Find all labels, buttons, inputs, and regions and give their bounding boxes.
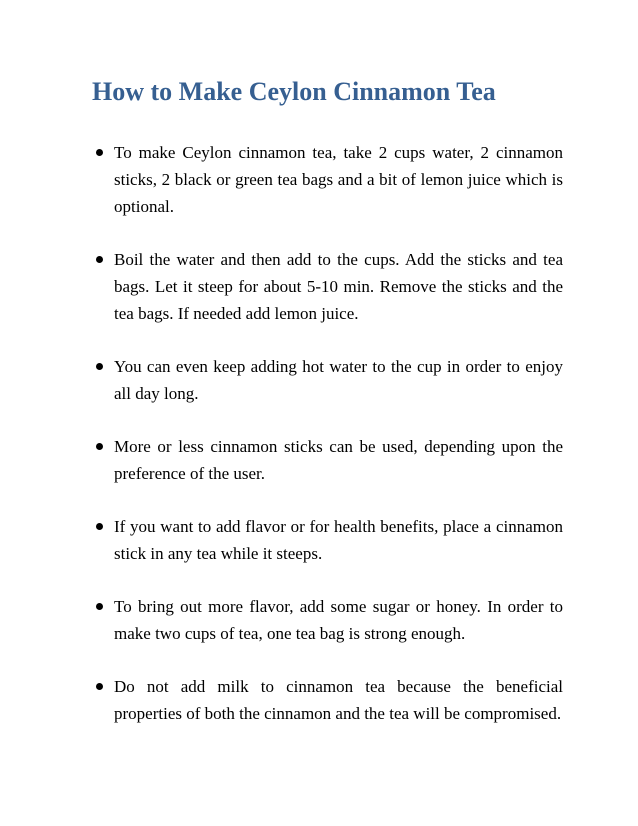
bullet-icon	[96, 603, 103, 610]
page-title: How to Make Ceylon Cinnamon Tea	[92, 77, 496, 106]
bullet-icon	[96, 363, 103, 370]
list-item-text: To bring out more flavor, add some sugar or honey. In order to make two cups of tea, one tea bag is strong enough.	[114, 597, 563, 643]
list-item	[0, 353, 638, 407]
list-item	[0, 433, 638, 487]
bullet-icon	[96, 443, 103, 450]
list-item	[0, 673, 638, 727]
bullet-icon	[96, 523, 103, 530]
list-item-text: Do not add milk to cinnamon tea because the beneficial properties of both the cinnamon and the tea will be compromised.	[114, 677, 563, 723]
bullet-icon	[96, 683, 103, 690]
instructions-list	[0, 139, 638, 753]
list-item-text: More or less cinnamon sticks can be used, depending upon the preference of the user.	[114, 437, 563, 483]
list-item	[0, 139, 638, 220]
list-item	[0, 246, 638, 327]
bullet-icon	[96, 149, 103, 156]
list-item	[0, 593, 638, 647]
list-item-text: Boil the water and then add to the cups. Add the sticks and tea bags. Let it steep for about 5-10 min. Remove the sticks and the tea bags. If needed add lemon juice.	[114, 250, 563, 323]
list-item-text: If you want to add flavor or for health benefits, place a cinnamon stick in any tea while it steeps.	[114, 517, 563, 563]
list-item-text: To make Ceylon cinnamon tea, take 2 cups water, 2 cinnamon sticks, 2 black or green tea bags and a bit of lemon juice which is optional.	[114, 143, 563, 216]
list-item-text: You can even keep adding hot water to the cup in order to enjoy all day long.	[114, 357, 563, 403]
list-item	[0, 513, 638, 567]
bullet-icon	[96, 256, 103, 263]
